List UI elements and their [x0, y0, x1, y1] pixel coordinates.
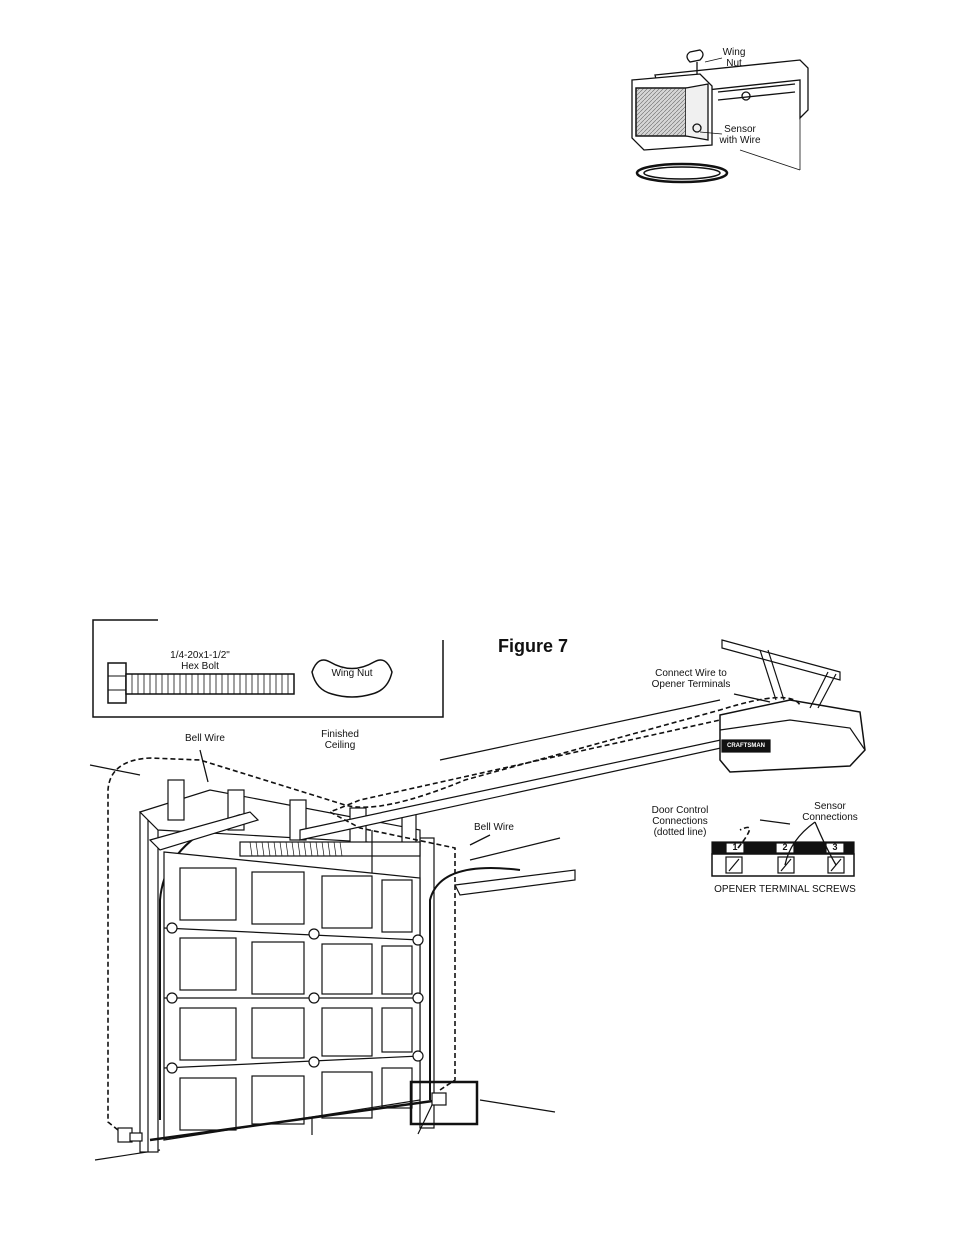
terminal-number-3: 3 — [832, 842, 838, 852]
bell-wire-left-label: Bell Wire — [184, 733, 225, 744]
terminal-number-1: 1 — [732, 842, 738, 852]
hex-bolt-label: 1/4-20x1-1/2" Hex Bolt — [170, 650, 230, 672]
garage-door-illustration — [90, 640, 865, 1160]
hex-bolt-head — [108, 663, 126, 703]
wing-nut-label: Wing Nut — [331, 668, 373, 679]
terminal-number-2: 2 — [782, 842, 788, 852]
sensor-with-wire-callout: Sensor with Wire — [719, 124, 761, 146]
wing-nut-callout: Wing Nut — [722, 47, 746, 69]
sensor-connections-label: Sensor Connections — [802, 801, 858, 823]
figure-title: Figure 7 — [498, 636, 569, 656]
connect-wire-label: Connect Wire to Opener Terminals — [651, 668, 731, 690]
opener-terminal-screws-caption: OPENER TERMINAL SCREWS — [714, 884, 856, 895]
bell-wire-right-label: Bell Wire — [473, 822, 514, 833]
sensor-bracket-illustration — [632, 50, 808, 182]
opener-brand-label: CRAFTSMAN — [727, 743, 765, 749]
door-control-connections-label: Door Control Connections (dotted line) — [651, 805, 709, 838]
opener-motor-unit — [720, 700, 865, 772]
finished-ceiling-label: Finished Ceiling — [321, 729, 359, 751]
